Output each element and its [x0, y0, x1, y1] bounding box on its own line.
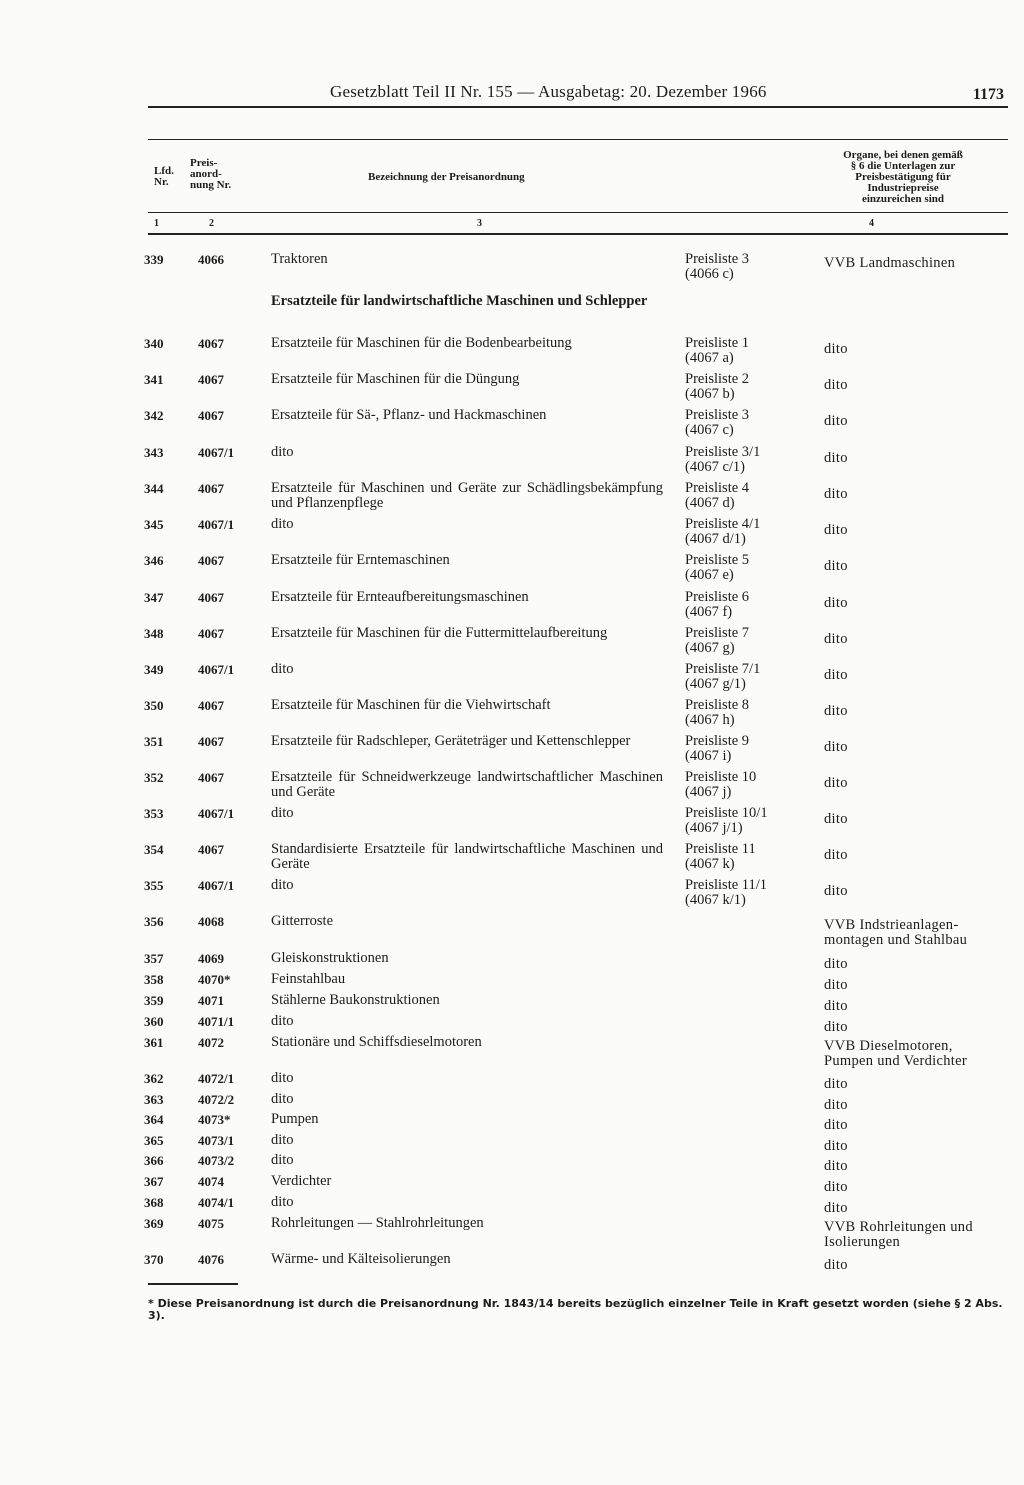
- column-header-line: anord-: [190, 168, 222, 180]
- preisliste-line: (4067 i): [685, 748, 732, 764]
- cell-preisanordnung-nr: 4068: [198, 914, 224, 929]
- cell-lfd-nr: 343: [144, 445, 164, 460]
- column-number-4: 4: [869, 218, 874, 229]
- cell-bezeichnung: Ersatzteile für Schneidwerkzeuge landwirtschaftlicher Maschinen und Geräte: [271, 769, 663, 800]
- cell-lfd-nr: 358: [144, 972, 164, 987]
- cell-lfd-nr: 346: [144, 553, 164, 568]
- cell-organe: [824, 451, 1014, 466]
- cell-bezeichnung: Ersatzteile für Maschinen und Geräte zur Schädlingsbekämpfung und Pflanzenpflege: [271, 480, 663, 511]
- preisliste-line: (4067 g): [685, 640, 735, 656]
- cell-lfd-nr: 347: [144, 590, 164, 605]
- organe-line: Pumpen und Verdichter: [824, 1053, 967, 1069]
- cell-lfd-nr: 356: [144, 914, 164, 929]
- cell-preisliste: [685, 445, 810, 475]
- cell-organe: [824, 342, 1014, 357]
- cell-lfd-nr: 362: [144, 1071, 164, 1086]
- cell-preisanordnung-nr: 4067: [198, 626, 224, 641]
- cell-lfd-nr: 367: [144, 1174, 164, 1189]
- column-header-lfd-nr: [154, 166, 174, 188]
- cell-preisanordnung-nr: 4067/1: [198, 806, 235, 821]
- organe-line: dito: [824, 1200, 848, 1216]
- cell-lfd-nr: 351: [144, 734, 164, 749]
- cell-preisanordnung-nr: 4070*: [198, 972, 231, 987]
- column-header-line: § 6 die Unterlagen zur: [850, 160, 956, 172]
- cell-preisanordnung-nr: 4072/2: [198, 1092, 235, 1107]
- cell-bezeichnung: dito: [271, 1132, 294, 1148]
- organe-line: VVB Landmaschinen: [824, 255, 956, 271]
- cell-bezeichnung: Ersatzteile für Ernteaufbereitungsmaschinen: [271, 589, 529, 605]
- preisliste-line: (4067 j): [685, 784, 732, 800]
- cell-bezeichnung: Ersatzteile für Maschinen für die Düngung: [271, 371, 520, 387]
- cell-preisliste: [685, 842, 810, 872]
- preisliste-line: Preisliste 8: [685, 697, 750, 713]
- cell-lfd-nr: 342: [144, 408, 164, 423]
- cell-bezeichnung: Standardisierte Ersatzteile für landwirtschaftliche Maschinen und Geräte: [271, 841, 663, 872]
- cell-organe: [824, 1077, 1014, 1092]
- cell-bezeichnung: dito: [271, 516, 294, 532]
- cell-lfd-nr: 364: [144, 1112, 164, 1127]
- cell-organe: [824, 1118, 1014, 1133]
- organe-line: dito: [824, 1117, 848, 1133]
- cell-bezeichnung: Ersatzteile für Maschinen für die Futtermittelaufbereitung: [271, 625, 608, 641]
- preisliste-line: Preisliste 11: [685, 841, 756, 857]
- cell-lfd-nr: 359: [144, 993, 164, 1008]
- table-top-rule: [148, 139, 1008, 140]
- preisliste-line: Preisliste 6: [685, 589, 750, 605]
- footnote-rule: [148, 1283, 238, 1285]
- cell-organe: [824, 1139, 1014, 1154]
- column-header-line: Preisbestätigung für: [855, 171, 951, 183]
- organe-line: dito: [824, 522, 848, 538]
- cell-lfd-nr: 355: [144, 878, 164, 893]
- cell-preisanordnung-nr: 4066: [198, 252, 224, 267]
- cell-lfd-nr: 348: [144, 626, 164, 641]
- column-header-line: Industriepreise: [867, 182, 939, 194]
- organe-line: dito: [824, 1019, 848, 1035]
- cell-lfd-nr: 350: [144, 698, 164, 713]
- cell-bezeichnung: Gitterroste: [271, 913, 334, 929]
- preisliste-line: (4067 b): [685, 386, 735, 402]
- cell-organe: [824, 1258, 1014, 1273]
- cell-lfd-nr: 345: [144, 517, 164, 532]
- cell-lfd-nr: 366: [144, 1153, 164, 1168]
- cell-bezeichnung: dito: [271, 877, 294, 893]
- column-header-line: Preis-: [190, 157, 218, 169]
- cell-lfd-nr: 369: [144, 1216, 164, 1231]
- cell-bezeichnung: dito: [271, 1152, 294, 1168]
- cell-lfd-nr: 349: [144, 662, 164, 677]
- cell-preisliste: [685, 770, 810, 800]
- cell-preisanordnung-nr: 4067: [198, 372, 224, 387]
- cell-preisanordnung-nr: 4067: [198, 553, 224, 568]
- organe-line: dito: [824, 956, 848, 972]
- preisliste-line: Preisliste 7/1: [685, 661, 761, 677]
- cell-organe: [824, 1180, 1014, 1195]
- cell-lfd-nr: 368: [144, 1195, 164, 1210]
- cell-preisanordnung-nr: 4072/1: [198, 1071, 235, 1086]
- cell-organe: [824, 1098, 1014, 1113]
- cell-preisanordnung-nr: 4067: [198, 842, 224, 857]
- cell-preisliste: [685, 626, 810, 656]
- cell-lfd-nr: 361: [144, 1035, 164, 1050]
- cell-preisanordnung-nr: 4067: [198, 336, 224, 351]
- organe-line: dito: [824, 977, 848, 993]
- cell-preisliste: [685, 698, 810, 728]
- organe-line: dito: [824, 1179, 848, 1195]
- organe-line: dito: [824, 1158, 848, 1174]
- cell-preisanordnung-nr: 4067: [198, 481, 224, 496]
- cell-organe: [824, 1201, 1014, 1216]
- header-rule: [148, 106, 1008, 108]
- preisliste-line: (4067 a): [685, 350, 734, 366]
- column-header-organe: [818, 150, 988, 205]
- preisliste-line: Preisliste 11/1: [685, 877, 768, 893]
- cell-lfd-nr: 344: [144, 481, 164, 496]
- cell-lfd-nr: 370: [144, 1252, 164, 1267]
- preisliste-line: (4067 d/1): [685, 531, 746, 547]
- cell-organe: [824, 1220, 1014, 1250]
- cell-bezeichnung: Ersatzteile für Sä-, Pflanz- und Hackmaschinen: [271, 407, 547, 423]
- page-number: 1173: [972, 86, 1004, 103]
- column-number-2: 2: [209, 218, 214, 229]
- preisliste-line: (4066 c): [685, 266, 734, 282]
- cell-lfd-nr: 341: [144, 372, 164, 387]
- cell-preisanordnung-nr: 4073*: [198, 1112, 231, 1127]
- cell-bezeichnung: dito: [271, 1070, 294, 1086]
- column-number-3: 3: [477, 218, 482, 229]
- preisliste-line: Preisliste 3: [685, 251, 750, 267]
- cell-preisanordnung-nr: 4071/1: [198, 1014, 235, 1029]
- cell-preisliste: [685, 734, 810, 764]
- preisliste-line: (4067 c): [685, 422, 734, 438]
- table-header-rule: [148, 212, 1008, 213]
- cell-organe: [824, 1020, 1014, 1035]
- preisliste-line: Preisliste 1: [685, 335, 750, 351]
- cell-organe: [824, 378, 1014, 393]
- cell-bezeichnung: Pumpen: [271, 1111, 319, 1127]
- organe-line: dito: [824, 883, 848, 899]
- cell-bezeichnung: Wärme- und Kälteisolierungen: [271, 1251, 451, 1267]
- cell-organe: [824, 596, 1014, 611]
- organe-line: dito: [824, 595, 848, 611]
- cell-lfd-nr: 340: [144, 336, 164, 351]
- organe-line: dito: [824, 1097, 848, 1113]
- cell-lfd-nr: 352: [144, 770, 164, 785]
- cell-bezeichnung: dito: [271, 1091, 294, 1107]
- cell-lfd-nr: 360: [144, 1014, 164, 1029]
- organe-line: dito: [824, 998, 848, 1014]
- cell-preisanordnung-nr: 4067/1: [198, 517, 235, 532]
- cell-organe: [824, 523, 1014, 538]
- organe-line: Isolierungen: [824, 1234, 901, 1250]
- cell-bezeichnung: Ersatzteile für landwirtschaftliche Maschinen und Schlepper: [271, 293, 648, 309]
- cell-lfd-nr: 339: [144, 252, 164, 267]
- preisliste-line: Preisliste 3: [685, 407, 750, 423]
- organe-line: dito: [824, 631, 848, 647]
- cell-preisliste: [685, 252, 810, 282]
- cell-preisliste: [685, 662, 810, 692]
- preisliste-line: (4067 k/1): [685, 892, 746, 908]
- cell-organe: [824, 740, 1014, 755]
- cell-bezeichnung: Ersatzteile für Radschleper, Geräteträger und Kettenschlepper: [271, 733, 631, 749]
- cell-bezeichnung: dito: [271, 661, 294, 677]
- cell-lfd-nr: 357: [144, 951, 164, 966]
- cell-bezeichnung: Stationäre und Schiffsdieselmotoren: [271, 1034, 482, 1050]
- cell-bezeichnung: Traktoren: [271, 251, 328, 267]
- cell-lfd-nr: 353: [144, 806, 164, 821]
- organe-line: VVB Dieselmotoren,: [824, 1038, 953, 1054]
- organe-line: dito: [824, 486, 848, 502]
- cell-preisanordnung-nr: 4067/1: [198, 878, 235, 893]
- cell-preisliste: [685, 553, 810, 583]
- organe-line: dito: [824, 450, 848, 466]
- cell-preisanordnung-nr: 4067/1: [198, 445, 235, 460]
- column-header-line: Nr.: [154, 176, 169, 188]
- organe-line: dito: [824, 667, 848, 683]
- cell-organe: [824, 918, 1014, 948]
- preisliste-line: Preisliste 2: [685, 371, 750, 387]
- cell-bezeichnung: Feinstahlbau: [271, 971, 346, 987]
- preisliste-line: (4067 f): [685, 604, 733, 620]
- organe-line: dito: [824, 1138, 848, 1154]
- cell-bezeichnung: dito: [271, 805, 294, 821]
- column-header-line: einzureichen sind: [861, 193, 944, 205]
- cell-organe: [824, 487, 1014, 502]
- preisliste-line: Preisliste 3/1: [685, 444, 761, 460]
- preisliste-line: (4067 h): [685, 712, 735, 728]
- cell-organe: [824, 776, 1014, 791]
- cell-organe: [824, 1039, 1014, 1069]
- cell-preisliste: [685, 517, 810, 547]
- cell-preisanordnung-nr: 4067/1: [198, 662, 235, 677]
- cell-organe: [824, 704, 1014, 719]
- cell-organe: [824, 1159, 1014, 1174]
- cell-organe: [824, 978, 1014, 993]
- cell-organe: [824, 414, 1014, 429]
- cell-preisanordnung-nr: 4067: [198, 698, 224, 713]
- organe-line: dito: [824, 775, 848, 791]
- cell-organe: [824, 957, 1014, 972]
- cell-preisanordnung-nr: 4073/1: [198, 1133, 235, 1148]
- footnote: * Diese Preisanordnung ist durch die Preisanordnung Nr. 1843/14 bereits bezüglich einzelner Teile in Kraft gesetzt worden (siehe § 2 Abs. 3).: [148, 1297, 1003, 1322]
- cell-bezeichnung: dito: [271, 444, 294, 460]
- cell-preisliste: [685, 590, 810, 620]
- cell-bezeichnung: Verdichter: [271, 1173, 332, 1189]
- cell-organe: [824, 668, 1014, 683]
- column-header-line: Organe, bei denen gemäß: [843, 149, 963, 161]
- cell-organe: [824, 884, 1014, 899]
- cell-bezeichnung: Ersatzteile für Maschinen für die Bodenbearbeitung: [271, 335, 572, 351]
- cell-bezeichnung: Stählerne Baukonstruktionen: [271, 992, 440, 1008]
- cell-bezeichnung: Ersatzteile für Maschinen für die Viehwirtschaft: [271, 697, 551, 713]
- cell-preisliste: [685, 806, 810, 836]
- cell-preisanordnung-nr: 4074/1: [198, 1195, 235, 1210]
- cell-preisanordnung-nr: 4072: [198, 1035, 224, 1050]
- preisliste-line: Preisliste 9: [685, 733, 750, 749]
- organe-line: dito: [824, 413, 848, 429]
- organe-line: dito: [824, 1076, 848, 1092]
- preisliste-line: Preisliste 10: [685, 769, 757, 785]
- organe-line: dito: [824, 703, 848, 719]
- cell-bezeichnung: Gleiskonstruktionen: [271, 950, 389, 966]
- preisliste-line: Preisliste 4: [685, 480, 750, 496]
- preisliste-line: (4067 c/1): [685, 459, 745, 475]
- cell-preisliste: [685, 878, 810, 908]
- column-header-preisanordnung: [190, 158, 231, 191]
- cell-preisliste: [685, 336, 810, 366]
- preisliste-line: (4067 e): [685, 567, 734, 583]
- cell-preisanordnung-nr: 4071: [198, 993, 224, 1008]
- table-number-rule: [148, 233, 1008, 235]
- organe-line: montagen und Stahlbau: [824, 932, 968, 948]
- cell-bezeichnung: Ersatzteile für Erntemaschinen: [271, 552, 450, 568]
- preisliste-line: (4067 g/1): [685, 676, 746, 692]
- cell-lfd-nr: 363: [144, 1092, 164, 1107]
- cell-preisanordnung-nr: 4067: [198, 408, 224, 423]
- cell-preisliste: [685, 372, 810, 402]
- column-number-1: 1: [154, 218, 159, 229]
- header-title: Gesetzblatt Teil II Nr. 155 — Ausgabetag: 20. Dezember 1966: [330, 82, 767, 101]
- cell-preisanordnung-nr: 4073/2: [198, 1153, 235, 1168]
- preisliste-line: (4067 j/1): [685, 820, 743, 836]
- cell-preisanordnung-nr: 4075: [198, 1216, 224, 1231]
- cell-preisliste: [685, 481, 810, 511]
- cell-organe: [824, 632, 1014, 647]
- organe-line: dito: [824, 558, 848, 574]
- preisliste-line: Preisliste 5: [685, 552, 750, 568]
- cell-preisanordnung-nr: 4069: [198, 951, 224, 966]
- organe-line: dito: [824, 811, 848, 827]
- cell-bezeichnung: Rohrleitungen — Stahlrohrleitungen: [271, 1215, 484, 1231]
- cell-preisliste: [685, 408, 810, 438]
- cell-preisanordnung-nr: 4067: [198, 590, 224, 605]
- cell-organe: [824, 559, 1014, 574]
- cell-bezeichnung: dito: [271, 1013, 294, 1029]
- cell-lfd-nr: 365: [144, 1133, 164, 1148]
- organe-line: dito: [824, 377, 848, 393]
- cell-preisanordnung-nr: 4067: [198, 734, 224, 749]
- preisliste-line: (4067 k): [685, 856, 735, 872]
- cell-bezeichnung: dito: [271, 1194, 294, 1210]
- cell-organe: [824, 848, 1014, 863]
- preisliste-line: Preisliste 4/1: [685, 516, 761, 532]
- cell-organe: [824, 256, 1014, 271]
- cell-organe: [824, 999, 1014, 1014]
- preisliste-line: (4067 d): [685, 495, 735, 511]
- column-header-bezeichnung: Bezeichnung der Preisanordnung: [368, 171, 525, 183]
- cell-lfd-nr: 354: [144, 842, 164, 857]
- column-header-line: Lfd.: [154, 165, 174, 177]
- organe-line: dito: [824, 341, 848, 357]
- organe-line: VVB Rohrleitungen und: [824, 1219, 973, 1235]
- cell-preisanordnung-nr: 4076: [198, 1252, 224, 1267]
- organe-line: dito: [824, 847, 848, 863]
- cell-preisanordnung-nr: 4074: [198, 1174, 224, 1189]
- organe-line: dito: [824, 739, 848, 755]
- preisliste-line: Preisliste 10/1: [685, 805, 768, 821]
- preisliste-line: Preisliste 7: [685, 625, 750, 641]
- column-header-line: nung Nr.: [190, 179, 232, 191]
- organe-line: dito: [824, 1257, 848, 1273]
- cell-preisanordnung-nr: 4067: [198, 770, 224, 785]
- cell-organe: [824, 812, 1014, 827]
- organe-line: VVB Indstrieanlagen-: [824, 917, 959, 933]
